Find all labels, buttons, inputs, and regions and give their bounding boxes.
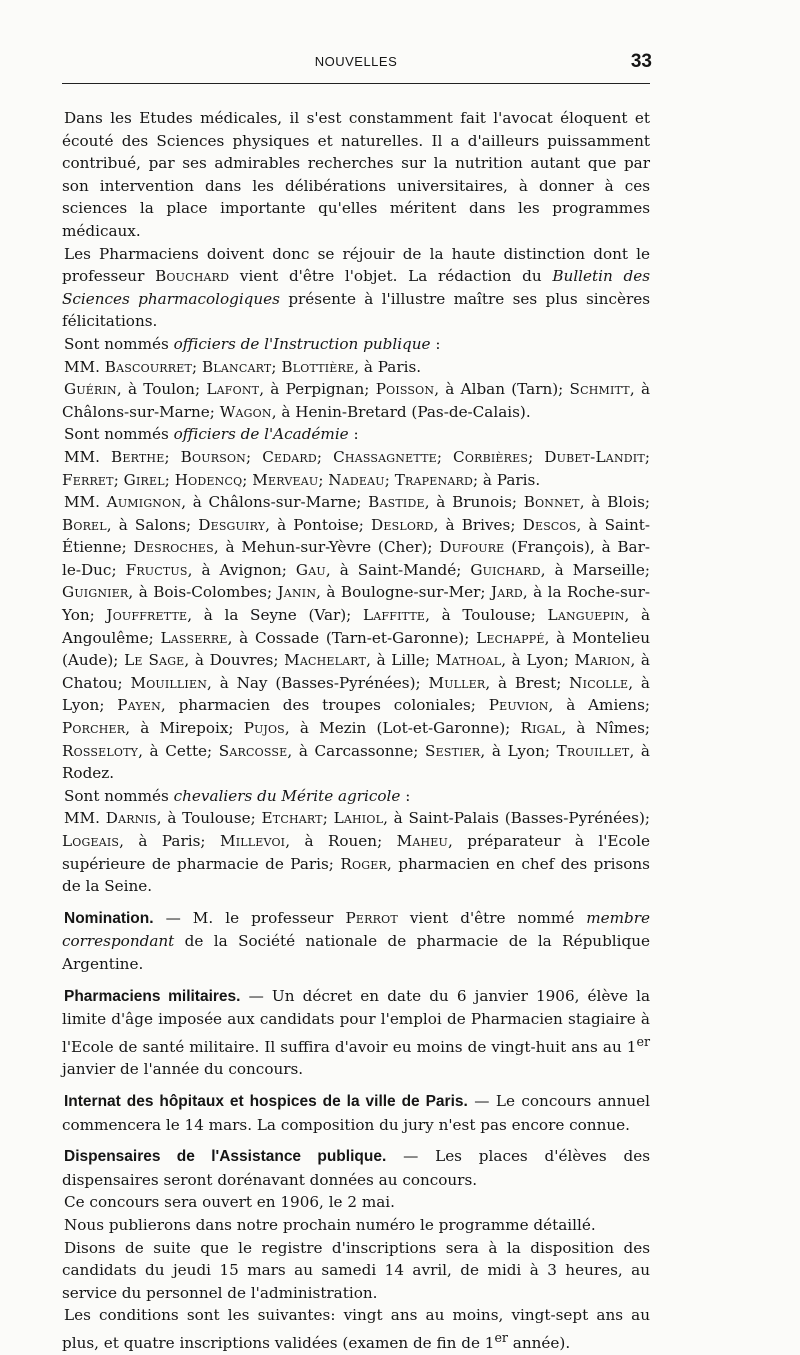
person-name: Trapenard [394,470,473,489]
text-run: , à Avignon; [187,560,296,579]
section-dispensaires [62,1145,650,1191]
text-run: , à Carcassonne; [287,741,426,760]
section-heading: Dispensaires de l'Assistance publique. [64,1148,387,1166]
text-run: de la Société nationale de pharmacie de la République Argentine. [62,932,650,973]
text-run: , à Paris; [119,832,220,850]
person-name: Lasserre [160,628,228,647]
text-run: Sont nommés [64,425,174,444]
text-run: , à Pontoise; [265,515,371,534]
instruction-intro [62,333,650,356]
text-run: , à Saint-Étienne; [62,515,650,557]
text-run: , à Mehun-sur-Yèvre (Cher); [213,538,440,557]
person-name: Lechappé [476,628,545,647]
person-name: Dufoure [439,538,505,557]
text-run: ; à Paris. [472,470,541,489]
academie-intro [62,423,650,446]
text-run: , à Châlons-sur-Marne; [62,380,651,421]
person-name: Merveau [252,470,319,489]
person-name: Marion [574,651,631,670]
person-name: Jard [490,583,523,602]
text-run: ; [242,470,253,489]
text-run: MM. [64,447,112,466]
text-run: , à Douvres; [184,651,285,670]
article-body [62,107,650,1355]
text-run: ; [192,357,202,376]
person-name: Schmitt [569,380,630,399]
text-run: , à Saint-Palais (Basses-Pyrénées); [383,809,650,828]
running-title: NOUVELLES [314,54,398,69]
person-name: Descos [522,515,577,534]
text-run: , à Perpignan; [259,380,376,399]
person-name: Guichard [470,560,541,579]
text-run: ; [113,470,124,489]
text-run: , à Blois; [579,493,650,512]
award-title: chevaliers du Mérite agricole [173,786,401,805]
text-run: , à Angoulême; [62,606,651,647]
text-run: , à Lyon; [501,651,575,670]
text-run: ; [164,447,181,466]
text-run: , à la Roche-sur-Yon; [62,583,650,625]
person-name: Lafont [206,380,260,399]
text-run: , à la Seyne (Var); [187,606,363,625]
person-name: Janin [277,583,317,602]
text-run: , à Nay (Basses-Pyrénées); [207,673,429,692]
person-name: Bastide [368,493,425,512]
text-run: — Les places d'élèves des dispensaires seront dorénavant données au concours. [62,1147,650,1189]
text-run: vient d'être l'objet. La rédaction du [229,267,553,286]
text-run: — Un décret en date du 6 janvier 1906, élève la limite d'âge imposée aux candidats pour l'emploi de Pharmacien stagiaire à l'Ecole de santé militaire. Il suffira d'avoir eu moins de vingt-huit ans au 1 [62,986,650,1056]
person-name: Millevoi [219,832,286,850]
text-run: , à Cette; [138,741,219,760]
person-name: Aumignon [106,493,182,512]
text-run: , à Paris. [354,357,422,376]
person-name: Bascourret [104,357,193,376]
person-name: Muller [428,673,486,692]
section-heading: Pharmaciens militaires. [64,987,241,1005]
text-run: , à Nîmes; [561,719,650,738]
text-run: , à Mirepoix; [125,719,244,738]
person-name: Desroches [133,538,214,557]
text-run: , à Amiens; [548,696,650,715]
person-name: Sarcosse [218,741,288,760]
text-run: , à Henin-Bretard (Pas-de-Calais). [271,402,531,421]
person-name: Cedard [262,447,317,466]
agricole-list-1 [62,807,650,897]
person-name: Ferret [62,470,114,489]
person-name: Lahiol [333,809,384,828]
text-run: ; [436,447,454,466]
text-run: , à Lyon; [480,741,557,760]
person-name: Nadeau [328,470,385,489]
text-run: , à Marseille; [540,560,650,579]
person-name: Sestier [425,741,481,760]
text-run: ; [164,470,175,489]
text-run: , à Saint-Mandé; [325,560,471,579]
text-run: , à Rouen; [285,832,397,850]
text-run: , à Boulogne-sur-Mer; [316,583,491,602]
person-name: Bonnet [523,493,580,512]
person-name: Bouchard [155,267,230,286]
person-name: Guignier [62,583,129,602]
person-name: Le Sage [124,651,185,670]
text-run: , à Salons; [106,515,199,534]
text-run: ; [316,447,334,466]
text-run: : [400,786,411,805]
text-run: , à Toulon; [116,380,207,399]
text-run: année). [507,1334,571,1352]
text-run: , à Lille; [366,651,436,670]
person-name: Machelart [284,651,367,670]
person-name: Wagon [219,402,272,421]
person-name: Girel [123,470,165,489]
text-run: , à Toulouse; [425,606,548,625]
page-header [62,51,652,80]
person-name: Jouffrette [106,606,188,625]
text-run: , pharmacien des troupes coloniales; [160,696,489,715]
dispensaires-registre: Disons de suite que le registre d'inscriptions sera à la disposition des candidats du jeudi 15 mars au samedi 14 avril, de midi à 3 heures, au service du personnel de l'administration. [62,1238,650,1302]
person-name: Borel [62,515,107,534]
text-run: Les Pharmaciens doivent donc se réjouir de la haute distinction dont le professeur [62,244,650,286]
person-name: Porcher [62,719,126,738]
person-name: Pujos [243,719,285,738]
page-number: 33 [630,51,652,72]
person-name: Maheu [396,832,449,850]
text-run: Les conditions sont les suivantes: vingt ans au moins, vingt-sept ans au plus, et quatre inscriptions validées (examen de fin de 1 [62,1306,650,1352]
header-rule [62,83,650,84]
dispensaires-conditions [62,1304,650,1354]
instruction-list-2 [62,378,650,423]
person-name: Peuvion [488,696,549,715]
person-name: Rosseloty [62,741,139,760]
academie-list-1 [62,446,650,491]
award-title: officiers de l'Instruction publique [173,334,431,353]
text-run: , à Alban (Tarn); [434,380,570,399]
instruction-list-1 [62,356,650,379]
dispensaires-programme: Nous publierons dans notre prochain numéro le programme détaillé. [64,1215,596,1234]
text-run: , à Mezin (Lot-et-Garonne); [284,719,521,738]
text-run: , à Montelieu (Aude); [62,628,650,670]
person-name: Roger [340,854,387,873]
text-run: MM. [64,357,105,376]
person-name: Nicolle [569,673,629,692]
text-run: — Le concours annuel commencera le 14 mars. La composition du jury n'est pas encore connue. [62,1092,650,1134]
section-heading: Nomination. [64,909,154,927]
text-run: , à Brest; [485,673,570,692]
text-run: ; [318,470,329,489]
person-name: Gau [295,560,326,579]
text-run: — M. le professeur [153,908,346,927]
person-name: Dubet-Landit [544,447,645,466]
section-internat [62,1090,650,1136]
person-name: Mathoal [435,651,502,670]
person-name: Blottière [281,357,355,376]
person-name: Corbières [453,447,529,466]
person-name: Trouillet [556,741,630,760]
person-name: Perrot [345,908,398,927]
text-run: ; [644,447,650,466]
text-run: présente à l'illustre maître ses plus sincères félicitations. [62,289,650,331]
person-name: Chassagnette [333,447,437,466]
person-name: Fructus [125,560,188,579]
text-run: , à Châlons-sur-Marne; [181,493,369,512]
person-name: Berthe [111,447,165,466]
text-run: , à Cossade (Tarn-et-Garonne); [227,628,477,647]
text-run: , préparateur à l'Ecole supérieure de pharmacie de Paris; [62,832,650,873]
person-name: Desguiry [198,515,266,534]
person-name: Laffitte [362,606,426,625]
section-militaires [62,985,650,1081]
text-run: : [430,334,441,353]
text-run: ; [384,470,395,489]
text-run: ; [528,447,545,466]
text-run: janvier de l'année du concours. [62,1060,304,1079]
person-name: Languepin [547,606,625,625]
person-name: Guérin [64,380,117,399]
agricole-intro [62,785,650,808]
person-name: Blancart [202,357,272,376]
text-run: Sont nommés [64,786,174,805]
role-title: membre correspondant [62,908,651,951]
text-run: , à Lyon; [62,673,650,715]
person-name: Mouillien [130,673,208,692]
text-run: , à Chatou; [62,651,650,692]
person-name: Poisson [375,380,435,399]
superscript: er [494,1329,508,1345]
text-run: ; [322,809,334,828]
text-run: , pharmacien en chef des prisons de la Seine. [62,854,650,896]
text-run: , à Rodez. [62,741,650,783]
person-name: Rigal [520,719,562,738]
text-run: , à Bois-Colombes; [128,583,278,602]
text-run: ; [245,447,263,466]
award-title: officiers de l'Académie [173,425,349,444]
text-run: vient d'être nommé [397,908,587,927]
person-name: Payen [117,696,161,715]
person-name: Logeais [62,832,120,850]
section-heading: Internat des hôpitaux et hospices de la ville de Paris. [64,1093,468,1110]
text-run: , à Brunois; [424,493,524,512]
text-run: ; [271,357,282,376]
journal-title: Bulletin des Sciences pharmacologiques [62,267,650,308]
text-run: MM. [64,493,107,512]
section-nomination [62,907,650,976]
person-name: Deslord [370,515,434,534]
dispensaires-date: Ce concours sera ouvert en 1906, le 2 mai. [64,1193,395,1212]
person-name: Etchart [261,809,323,828]
academie-list-2 [62,491,650,785]
text-run: Sont nommés [64,334,174,353]
person-name: Hodencq [174,470,243,489]
text-run: (François), à Bar-le-Duc; [62,538,651,579]
paragraph-bouchard-1: Dans les Etudes médicales, il s'est constamment fait l'avocat éloquent et écouté des Sciences physiques et naturelles. Il a d'ailleurs puissamment contribué, par ses admirables recherches sur la nutrition autant que par son intervention dans les délibérations universitaires, à donner à ces sciences la place importante qu'elles méritent dans les programmes médicaux. [62,109,650,240]
person-name: Darnis [105,809,157,828]
text-run: , à Brives; [433,515,523,534]
text-run: : [348,425,359,444]
text-run: , à Toulouse; [156,809,262,828]
text-run: MM. [64,809,106,828]
superscript: er [636,1033,650,1049]
paragraph-bouchard-2 [62,243,650,333]
person-name: Bourson [180,447,246,466]
